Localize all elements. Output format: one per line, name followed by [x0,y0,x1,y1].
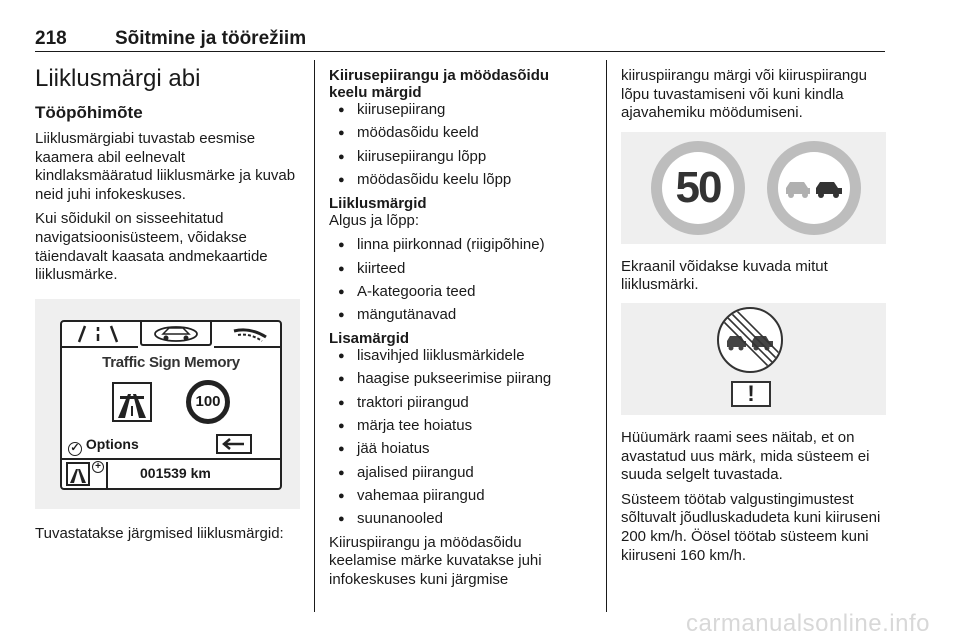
motorway-sign-small-icon [66,462,90,486]
list-item-text: traktori piirangud [357,393,469,411]
speed-limit-sign-icon [186,380,230,424]
bullet-icon: ● [338,490,345,503]
list-item-text: möödasõidu keelu lõpp [357,171,512,189]
list-heading: Lisamärgid [329,329,410,347]
watermark: carmanualsonline.info [686,610,930,637]
list-item-text: lisavihjed liiklusmärkidele [357,346,525,364]
bullet-icon: ● [338,513,345,526]
header-rule [35,51,885,52]
list-item [329,510,591,529]
paragraph: Tuvastatakse järgmised liiklusmärgid: [35,524,284,542]
bullet-list [329,101,591,190]
bullet-list [329,236,591,325]
bullet-list [329,347,591,529]
list-item-text: mängutänavad [357,306,457,324]
bullet-icon: ● [338,104,345,116]
list-item [329,417,591,436]
back-arrow-icon[interactable] [216,434,252,454]
options-menu-item[interactable] [68,436,139,456]
motorway-sign-icon [112,382,152,422]
road-curve-icon [222,322,278,346]
list-item-text: jää hoiatus [357,440,430,458]
paragraph: Süsteem töötab valgustingimustest sõltuvalt jõudluskadudeta kuni kiiruseni 200 km/h. Öösel töötab süsteem kuni kiiruseni 160 km/h. [621,490,881,564]
list-item [329,124,591,143]
unknown-sign-figure [621,303,886,415]
end-no-overtaking-sign-icon [717,307,783,373]
check-icon: ✓ [68,442,82,456]
list-heading: Kiirusepiirangu ja möödasõidu keelu märgid [329,67,550,101]
list-item-text: vahemaa piirangud [357,487,485,505]
column-1 [35,60,300,543]
bullet-icon: ● [338,443,345,456]
list-heading: Liiklusmärgid [329,194,427,212]
bullet-icon: ● [338,239,345,252]
list-item [329,370,591,389]
list-item-text: kiirusepiirang [357,101,446,118]
chapter-title: Sõitmine ja töörežiim [115,28,307,49]
list-item [329,347,591,366]
plus-icon: + [92,461,104,473]
list-item [329,101,591,120]
speed-limit-50-sign-icon [651,141,745,235]
exclamation-frame-icon [731,381,771,407]
bullet-icon: ● [338,262,345,275]
list-item [329,440,591,459]
options-label: Options [85,435,139,452]
list-item-text: ajalised piirangud [357,463,474,481]
bullet-icon: ● [338,349,345,362]
bullet-icon: ● [338,419,345,432]
list-item-text: märja tee hoiatus [357,416,473,434]
section-subtitle: Tööpõhimõte [35,103,143,122]
paragraph: Liiklusmärgiabi tuvastab eesmise kaamera abil eelnevalt kindlaksmääratud liiklusmärke ja kuvab neid juhi infokeskuses. [35,130,296,203]
paragraph: Algus ja lõpp: [329,211,420,229]
bullet-icon: ● [338,150,345,163]
driver-info-display [60,320,282,490]
no-overtaking-sign-icon [767,141,861,235]
list-item-text: kiirusepiirangu lõpp [357,147,487,165]
column-divider [606,60,607,612]
list-item-text: suunanooled [357,510,443,528]
section-title: Liiklusmärgi abi [35,65,201,92]
sign-speed-value: 50 [675,162,721,212]
exclamation-mark: ! [747,380,755,406]
paragraph: Kiiruspiirangu ja möödasõidu keelamise märke kuvatakse juhi infokeskuses kuni järgmise [329,533,542,589]
bullet-icon: ● [338,127,345,140]
page-number: 218 [35,28,67,49]
list-item [329,236,591,255]
list-item [329,171,591,190]
bullet-icon: ● [338,466,345,479]
bullet-icon: ● [338,373,345,386]
list-item-text: A-kategooria teed [357,282,476,300]
bullet-icon: ● [338,396,345,409]
paragraph: Kui sõidukil on sisseehitatud navigatsioonisüsteem, võidakse täiendavalt kaasata andmekaartide liiklusmärke. [35,210,268,284]
list-item-text: kiirteed [357,259,406,277]
list-item [329,487,591,506]
bullet-icon: ● [338,285,345,298]
odometer-value: 001539 km [140,464,211,481]
list-item-text: haagise pukseerimise piirang [357,370,552,388]
column-divider [314,60,315,612]
list-item [329,306,591,325]
paragraph: Ekraanil võidakse kuvada mitut liiklusmärki. [621,257,828,294]
list-item-text: linna piirkonnad (riigipõhine) [357,236,545,254]
paragraph: kiiruspiirangu märgi või kiiruspiirangu lõpu tuvastamiseni või kuni kindla ajavahemiku möödumiseni. [621,67,867,122]
signs-figure [621,132,886,244]
display-title: Traffic Sign Memory [102,353,240,371]
list-item [329,464,591,483]
bullet-icon: ● [338,174,345,187]
list-item [329,283,591,302]
list-item [329,260,591,279]
list-item [329,394,591,413]
car-icon [140,322,212,346]
list-item-text: möödasõidu keeld [357,124,479,142]
column-2 [329,60,591,590]
speed-limit-value: 100 [195,393,221,411]
list-item [329,148,591,167]
lane-icon [68,322,128,346]
column-3 [621,60,886,565]
bullet-icon: ● [338,309,345,322]
display-figure [35,299,300,509]
paragraph: Hüüumärk raami sees näitab, et on avastatud uus märk, mida süsteem ei suuda selgelt tuvastada. [621,428,870,484]
display-separator [62,458,280,460]
